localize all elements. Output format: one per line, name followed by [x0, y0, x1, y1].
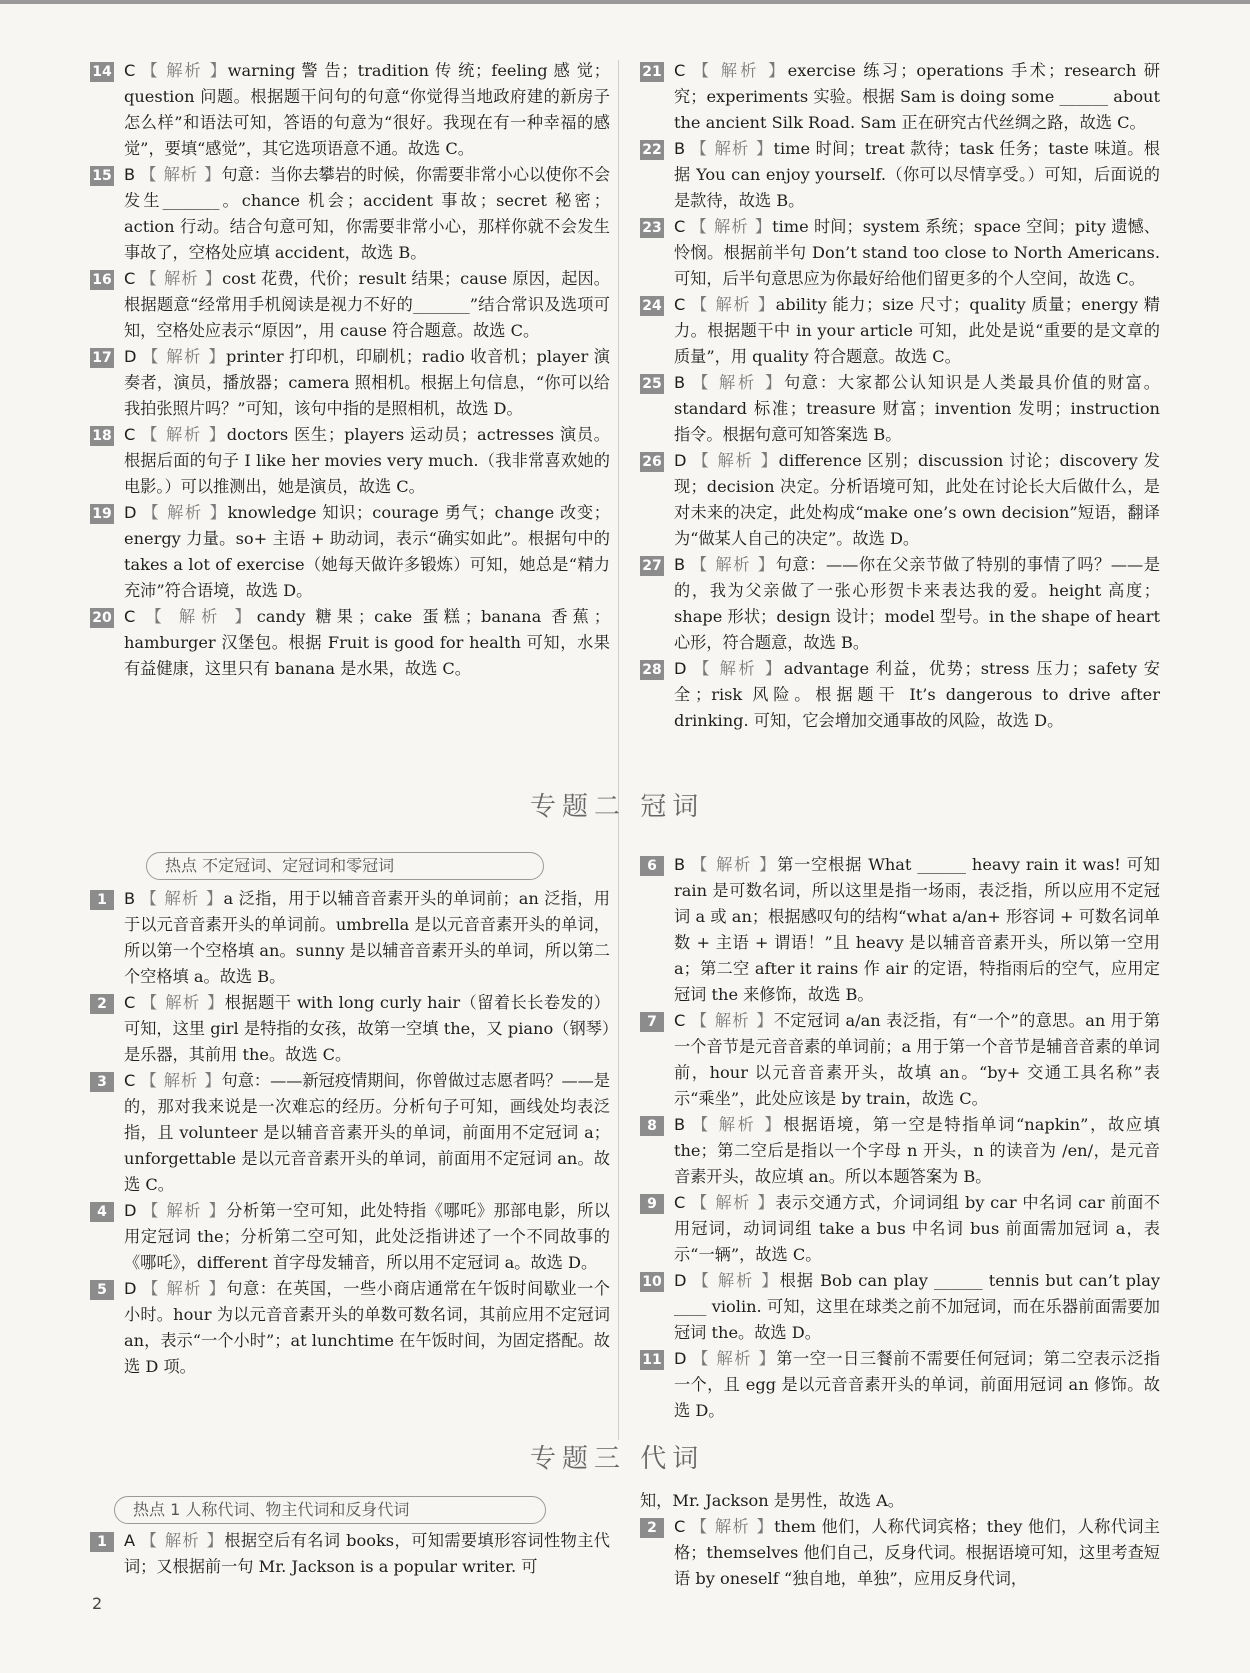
answer-item-a3 — [90, 1068, 610, 1198]
answer-item-18 — [90, 422, 610, 500]
hotspot-articles: 热点 不定冠词、定冠词和零冠词 — [146, 852, 544, 880]
item-number: 1 — [90, 1532, 114, 1552]
analysis-tag: 【 解析 】 — [692, 1349, 777, 1368]
item-number: 18 — [90, 426, 114, 446]
answer-item-15 — [90, 162, 610, 266]
analysis-tag: 【 解析 】 — [691, 295, 776, 314]
item-number: 25 — [640, 374, 664, 394]
answer-letter: C — [674, 1517, 686, 1536]
analysis-tag: 【 解析 】 — [692, 61, 788, 80]
analysis-tag: 【 解析 】 — [693, 659, 784, 678]
item-number: 20 — [90, 608, 114, 628]
explanation-text: time 时间；treat 款待；task 任务；taste 味道。根据 You can enjoy yourself.（你可以尽情享受。）可知，后面说的是款待，故选 B。 — [674, 139, 1160, 210]
explanation-text: printer 打印机，印刷机；radio 收音机；player 演奏者，演员，播放器；camera 照相机。根据上句信息，“你可以给我拍张照片吗？”可知，该句中指的是照相机，故选 D。 — [124, 347, 610, 418]
answer-item-16 — [90, 266, 610, 344]
item-number: 11 — [640, 1350, 664, 1370]
answer-item-14 — [90, 58, 610, 162]
answer-letter: D — [674, 451, 687, 470]
explanation-text: 根据 Bob can play ______ tennis but can’t play ____ violin. 可知，这里在球类之前不加冠词，而在乐器前面需要加冠词 the。故选 D。 — [674, 1271, 1160, 1342]
analysis-tag: 【 解析 】 — [141, 61, 228, 80]
answer-item-a6 — [640, 852, 1160, 1008]
explanation-text: warning 警 告；tradition 传 统；feeling 感 觉；question 问题。根据题干问句的句意“你觉得当地政府建的新房子怎么样”和语法可知，答语的句意为“很好。我现在有一种幸福的感觉”，要填“感觉”，其它选项语意不通。故选 C。 — [124, 61, 610, 158]
top-rule — [0, 0, 1250, 4]
answer-item-21 — [640, 58, 1160, 136]
answer-letter: C — [674, 295, 686, 314]
item-number: 10 — [640, 1272, 664, 1292]
analysis-tag: 【 解析 】 — [140, 1531, 225, 1550]
analysis-tag: 【 解析 】 — [142, 347, 227, 366]
answer-item-22 — [640, 136, 1160, 214]
analysis-tag: 【 解析 】 — [691, 1115, 784, 1134]
answer-item-a8 — [640, 1112, 1160, 1190]
answer-item-a7 — [640, 1008, 1160, 1112]
answer-letter: C — [124, 1071, 136, 1090]
analysis-tag: 【 解析 】 — [690, 1517, 775, 1536]
answer-item-25 — [640, 370, 1160, 448]
explanation-text: 表示交通方式，介词词组 by car 中名词 car 前面不用冠词，动词词组 take a bus 中名词 bus 前面需加冠词 a，表示“一辆”，故选 C。 — [674, 1193, 1160, 1264]
answer-letter: B — [674, 1115, 686, 1134]
item-number: 19 — [90, 504, 114, 524]
explanation-text: cost 花费，代价；result 结果；cause 原因，起因。根据题意“经常用手机阅读是视力不好的_______”结合常识及选项可知，空格处应表示“原因”，用 cause 符合题意。故选 C。 — [124, 269, 610, 340]
analysis-tag: 【 解析 】 — [692, 1271, 780, 1290]
item-number: 4 — [90, 1202, 114, 1222]
answer-letter: C — [124, 269, 136, 288]
analysis-tag: 【 解析 】 — [142, 1279, 227, 1298]
analysis-tag: 【 解析 】 — [691, 1193, 776, 1212]
section-title-articles: 专题二 冠词 — [530, 792, 705, 822]
answer-letter: C — [124, 993, 136, 1012]
analysis-tag: 【 解析 】 — [690, 217, 773, 236]
analysis-tag: 【 解析 】 — [145, 607, 257, 626]
explanation-text: difference 区别；discussion 讨论；discovery 发现；decision 决定。分析语境可知，此处在讨论长大后做什么，是对未来的决定，此处构成“make one’s own decision”短语，翻译为“做某人自己的决定”。故选 D。 — [674, 451, 1160, 548]
explanation-text: 第一空根据 What ______ heavy rain it was! 可知 rain 是可数名词，所以这里是指一场雨，表泛指，所以应用不定冠词 a 或 an；根据感叹句的结构“what a/an+ 形容词 + 可数名词单数 + 主语 + 谓语！”且 heavy 是以辅音音素开头，所以第一空用 a；第二空 after it rains 作 air 的定语，特指雨后的空气，应用定冠词 the 来修饰，故选 B。 — [674, 855, 1160, 1004]
hotspot-pronouns: 热点 1 人称代词、物主代词和反身代词 — [114, 1496, 546, 1524]
answer-letter: B — [124, 165, 136, 184]
item-number: 21 — [640, 62, 664, 82]
item-number: 23 — [640, 218, 664, 238]
explanation-text: doctors 医生；players 运动员；actresses 演员。根据后面的句子 I like her movies very much.（我非常喜欢她的电影。）可以推测出，她是演员，故选 C。 — [124, 425, 610, 496]
answer-item-24 — [640, 292, 1160, 370]
answer-letter: D — [674, 659, 687, 678]
item-number: 14 — [90, 62, 114, 82]
explanation-text: 句意：——新冠疫情期间，你曾做过志愿者吗？——是的，那对我来说是一次难忘的经历。分析句子可知，画线处均表泛指，且 volunteer 是以辅音音素开头的单词，前面用不定冠词 a；unforgettable 是以元音音素开头的单词，前面用不定冠词 an。故选 C。 — [124, 1071, 611, 1194]
answer-letter: C — [674, 1011, 686, 1030]
analysis-tag: 【 解析 】 — [140, 1071, 222, 1090]
item-number: 6 — [640, 856, 664, 876]
answer-item-a10 — [640, 1268, 1160, 1346]
explanation-text: 句意：——你在父亲节做了特别的事情了吗？——是的，我为父亲做了一张心形贺卡来表达我的爱。height 高度；shape 形状；design 设计；model 型号。in the shape of heart 心形，符合题意，故选 B。 — [674, 555, 1161, 652]
item-number: 7 — [640, 1012, 664, 1032]
left-column-pronouns — [90, 1528, 610, 1580]
answer-item-p2 — [640, 1514, 1160, 1592]
answer-letter: D — [674, 1349, 687, 1368]
item-number: 8 — [640, 1116, 664, 1136]
answer-letter: D — [124, 503, 137, 522]
answer-letter: B — [674, 855, 686, 874]
explanation-text: 第一空一日三餐前不需要任何冠词；第二空表示泛指一个，且 egg 是以元音音素开头的单词，前面用冠词 an 修饰。故选 D。 — [674, 1349, 1160, 1420]
continued-text: 知，Mr. Jackson 是男性，故选 A。 — [640, 1491, 904, 1510]
explanation-text: 根据空后有名词 books，可知需要填形容词性物主代词；又根据前一句 Mr. Jackson is a popular writer. 可 — [124, 1531, 610, 1576]
item-number: 3 — [90, 1072, 114, 1092]
analysis-tag: 【 解析 】 — [690, 139, 774, 158]
item-number: 24 — [640, 296, 664, 316]
explanation-text: advantage 利益，优势；stress 压力；safety 安全；risk 风险。根据题干 It’s dangerous to drive after drinking. 可知，它会增加交通事故的风险，故选 D。 — [674, 659, 1160, 730]
left-column-articles — [90, 886, 610, 1380]
explanation-text: 根据题干 with long curly hair（留着长长卷发的）可知，这里 girl 是特指的女孩，故第一空填 the，又 piano（钢琴）是乐器，其前用 the。故选 C。 — [124, 993, 610, 1064]
analysis-tag: 【 解析 】 — [691, 855, 778, 874]
item-number: 2 — [90, 994, 114, 1014]
analysis-tag: 【 解析 】 — [692, 451, 779, 470]
answer-letter: C — [674, 1193, 686, 1212]
answer-letter: B — [674, 555, 686, 574]
explanation-text: 根据语境，第一空是特指单词“napkin”，故应填 the；第二空后是指以一个字母 n 开头，n 的读音为 /en/，是元音音素开头，故应填 an。所以本题答案为 B。 — [674, 1115, 1160, 1186]
explanation-text: knowledge 知识；courage 勇气；change 改变；energy 力量。so+ 主语 + 助动词，表示“确实如此”。根据句中的 takes a lot of exercise（她每天做许多锻炼）可知，她总是“精力充沛”符合语境，故选 D。 — [124, 503, 610, 600]
section-title-pronouns: 专题三 代词 — [530, 1444, 705, 1474]
item-number: 17 — [90, 348, 114, 368]
item-number: 28 — [640, 660, 664, 680]
answer-letter: C — [124, 61, 136, 80]
answer-item-20 — [90, 604, 610, 682]
analysis-tag: 【 解析 】 — [142, 503, 228, 522]
analysis-tag: 【 解析 】 — [692, 373, 784, 392]
answer-item-17 — [90, 344, 610, 422]
answer-item-a11 — [640, 1346, 1160, 1424]
answer-letter: B — [674, 373, 686, 392]
answer-item-28 — [640, 656, 1160, 734]
explanation-text: ability 能力；size 尺寸；quality 质量；energy 精力。根据题干中 in your article 可知，此处是说“重要的是文章的质量”，用 quality 符合题意。故选 C。 — [674, 295, 1160, 366]
analysis-tag: 【 解析 】 — [141, 425, 227, 444]
answer-item-p1 — [90, 1528, 610, 1580]
item-number: 22 — [640, 140, 664, 160]
answer-letter: C — [124, 425, 136, 444]
answer-item-a1 — [90, 886, 610, 990]
column-divider — [618, 60, 619, 1440]
answer-item-19 — [90, 500, 610, 604]
answer-letter: C — [674, 61, 686, 80]
explanation-text: a 泛指，用于以辅音音素开头的单词前；an 泛指，用于以元音音素开头的单词前。umbrella 是以元音音素开头的单词，所以第一个空格填 an。sunny 是以辅音音素开头的单词，所以第二个空格填 a。故选 B。 — [124, 889, 610, 986]
answer-letter: D — [124, 347, 137, 366]
item-number: 26 — [640, 452, 664, 472]
right-column-top — [640, 58, 1160, 734]
explanation-text: exercise 练习；operations 手术；research 研究；experiments 实验。根据 Sam is doing some ______ about the ancient Silk Road. Sam 正在研究古代丝绸之路，故选 C。 — [674, 61, 1160, 132]
answer-letter: B — [124, 889, 136, 908]
item-number: 5 — [90, 1280, 114, 1300]
item-number: 1 — [90, 890, 114, 910]
analysis-tag: 【 解析 】 — [140, 165, 222, 184]
answer-item-27 — [640, 552, 1160, 656]
answer-item-a4 — [90, 1198, 610, 1276]
analysis-tag: 【 解析 】 — [690, 555, 776, 574]
answer-item-a9 — [640, 1190, 1160, 1268]
item-number: 16 — [90, 270, 114, 290]
answer-item-a2 — [90, 990, 610, 1068]
answer-item-a5 — [90, 1276, 610, 1380]
right-column-articles — [640, 852, 1160, 1424]
explanation-text: 句意：在英国，一些小商店通常在午饭时间歇业一个小时。hour 为以元音音素开头的单数可数名词，其前应用不定冠词 an，表示“一个小时”；at lunchtime 在午饭时间，为固定搭配。故选 D 项。 — [124, 1279, 610, 1376]
explanation-text: candy 糖果；cake 蛋糕；banana 香蕉；hamburger 汉堡包。根据 Fruit is good for health 可知，水果有益健康，这里只有 banana 是水果，故选 C。 — [124, 607, 611, 678]
explanation-text: 句意：当你去攀岩的时候，你需要非常小心以使你不会发生_______。chance 机会；accident 事故；secret 秘密；action 行动。结合句意可知，你需要非常小心，那样你就不会发生事故了，空格处应填 accident，故选 B。 — [124, 165, 611, 262]
answer-letter: D — [124, 1279, 137, 1298]
right-column-pronouns — [640, 1488, 1160, 1592]
analysis-tag: 【 解析 】 — [690, 1011, 774, 1030]
item-number: 15 — [90, 166, 114, 186]
explanation-text: 不定冠词 a/an 表泛指，有“一个”的意思。an 用于第一个音节是元音音素的单词前；a 用于第一个音节是辅音音素的单词前，hour 以元音音素开头，故填 an。“by+ 交通工具名称”表示“乘坐”，此处应该是 by train，故选 C。 — [674, 1011, 1161, 1108]
answer-item-23 — [640, 214, 1160, 292]
explanation-text: 句意：大家都公认知识是人类最具价值的财富。standard 标准；treasure 财富；invention 发明；instruction 指令。根据句意可知答案选 B。 — [674, 373, 1160, 444]
answer-letter: D — [674, 1271, 687, 1290]
item-number: 27 — [640, 556, 664, 576]
item-number: 9 — [640, 1194, 664, 1214]
page-number: 2 — [92, 1594, 103, 1613]
answer-letter: B — [674, 139, 686, 158]
answer-item-26 — [640, 448, 1160, 552]
analysis-tag: 【 解析 】 — [140, 889, 224, 908]
answer-letter: A — [124, 1531, 136, 1550]
answer-letter: C — [124, 607, 136, 626]
item-number: 2 — [640, 1518, 664, 1538]
left-column-top — [90, 58, 610, 682]
answer-letter: C — [674, 217, 686, 236]
explanation-text: them 他们，人称代词宾格；they 他们，人称代词主格；themselves 他们自己，反身代词。根据语境可知，这里考查短语 by oneself “独自地，单独”，应用反身代词， — [674, 1517, 1160, 1588]
analysis-tag: 【 解析 】 — [142, 1201, 227, 1220]
analysis-tag: 【 解析 】 — [140, 993, 225, 1012]
answer-letter: D — [124, 1201, 137, 1220]
analysis-tag: 【 解析 】 — [140, 269, 223, 288]
explanation-text: time 时间；system 系统；space 空间；pity 遗憾、怜悯。根据前半句 Don’t stand too close to North Americans. 可知，后半句意思应为你最好给他们留更多的个人空间，故选 C。 — [674, 217, 1160, 288]
explanation-text: 分析第一空可知，此处特指《哪吒》那部电影，所以用定冠词 the；分析第二空可知，此处泛指讲述了一个不同故事的《哪吒》，different 首字母发辅音，所以用不定冠词 a。故选 D。 — [124, 1201, 610, 1272]
